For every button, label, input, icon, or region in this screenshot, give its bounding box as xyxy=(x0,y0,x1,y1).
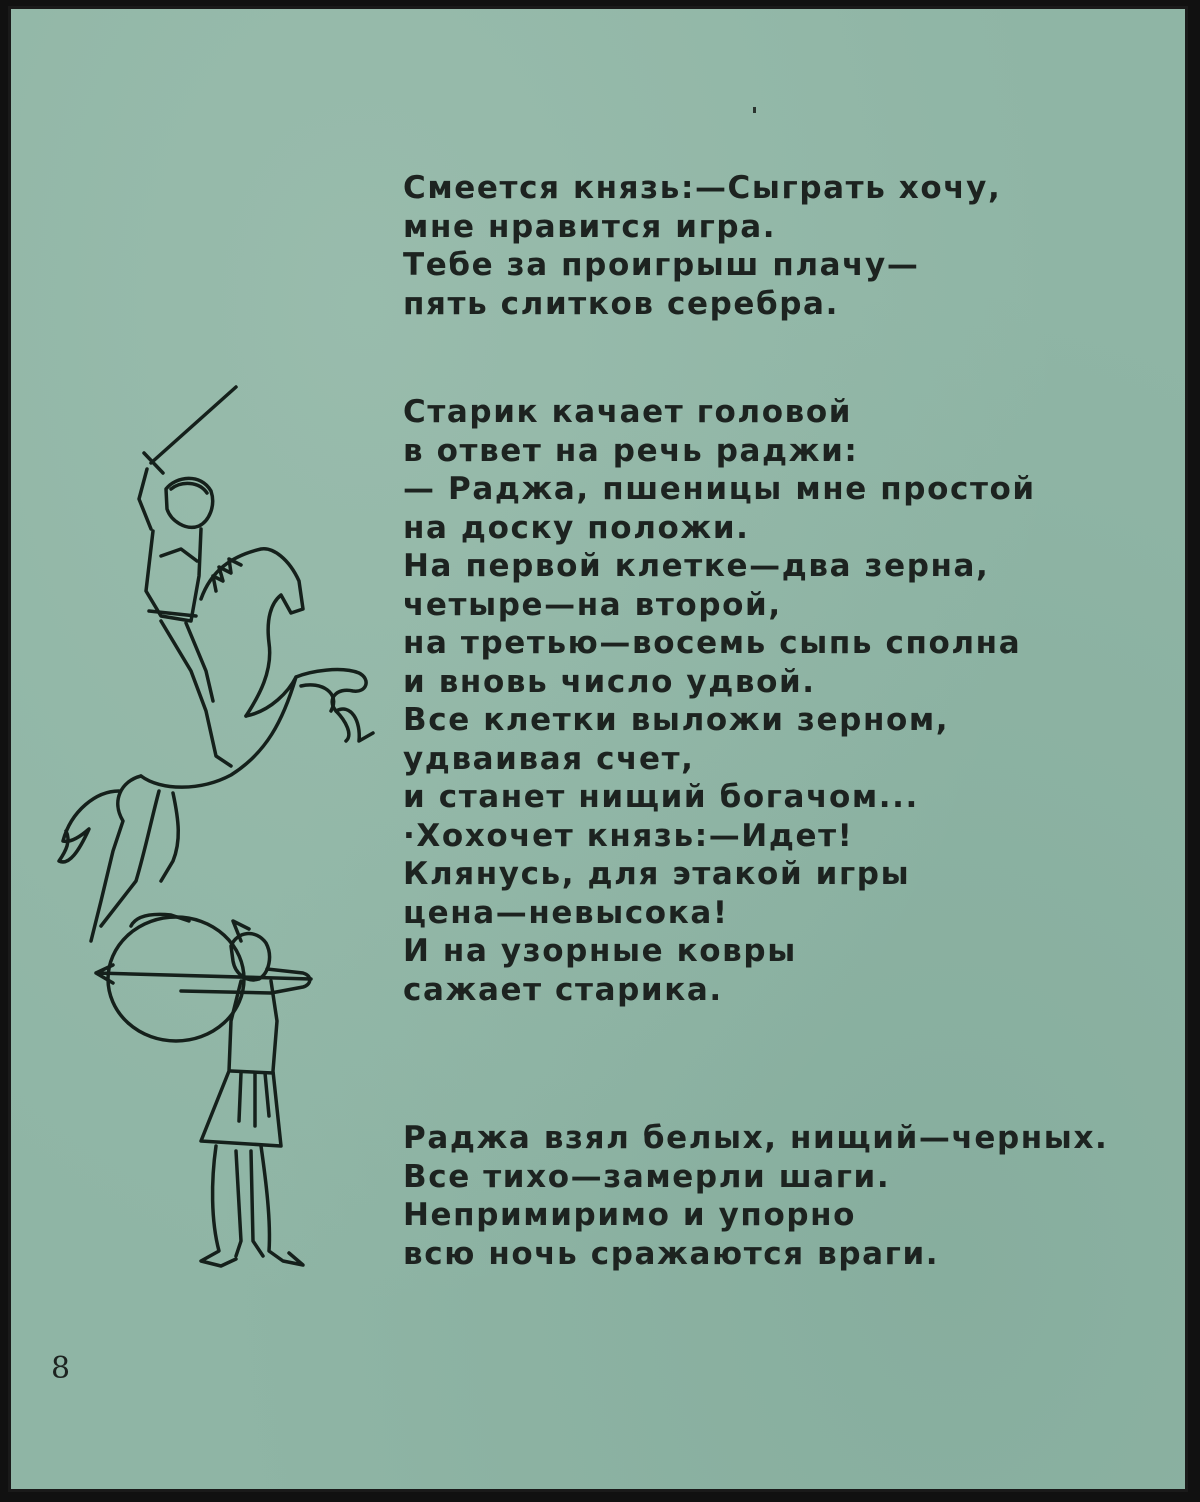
stanza-line: Раджа взял белых, нищий—черных. xyxy=(403,1120,1109,1156)
stanza-line: Клянусь, для этакой игры xyxy=(403,856,911,892)
stanza-line: мне нравится игра. xyxy=(403,208,777,245)
stanza-3 xyxy=(403,1119,1108,1273)
stanza-line: цена—невысока! xyxy=(403,894,729,931)
stanza-line: всю ночь сражаются враги. xyxy=(403,1235,940,1272)
stanza-line: сажает старика. xyxy=(403,971,723,1008)
print-speck xyxy=(753,107,756,113)
horse-rider-with-sword-icon xyxy=(59,387,373,941)
illustration xyxy=(41,381,381,1301)
stanza-line: — Раджа, пшеницы мне простой xyxy=(403,471,1036,507)
stanza-line: и станет нищий богачом... xyxy=(403,779,919,815)
archer-with-bow-icon xyxy=(96,914,311,1266)
book-page xyxy=(8,6,1188,1492)
stanza-line: в ответ на речь раджи: xyxy=(403,432,859,469)
stanza-line: удваивая счет, xyxy=(403,740,695,777)
stanza-line: И на узорные ковры xyxy=(403,933,797,969)
stanza-line: Непримиримо и упорно xyxy=(403,1197,857,1233)
stanza-line: ·Хохочет князь:—Идет! xyxy=(403,817,854,854)
stanza-line: пять слитков серебра. xyxy=(403,285,839,322)
stanza-2 xyxy=(403,393,1036,1009)
stanza-line: на доску положи. xyxy=(403,509,750,546)
sword-icon xyxy=(144,387,236,473)
stanza-line: четыре—на второй, xyxy=(403,586,782,623)
stanza-line: на третью—восемь сыпь сполна xyxy=(403,625,1022,661)
page-number: 8 xyxy=(51,1351,71,1386)
stanza-line: Смеется князь:—Сыграть хочу, xyxy=(403,170,1002,206)
stanza-line: Все клетки выложи зерном, xyxy=(403,702,950,738)
stanza-line: На первой клетке—два зерна, xyxy=(403,548,990,584)
stanza-line: и вновь число удвой. xyxy=(403,663,816,700)
arrow-icon xyxy=(96,965,311,983)
stanza-line: Старик качает головой xyxy=(403,394,853,430)
stanza-line: Все тихо—замерли шаги. xyxy=(403,1158,891,1195)
stanza-1 xyxy=(403,169,1001,323)
stanza-line: Тебе за проигрыш плачу— xyxy=(403,247,920,283)
bow-icon xyxy=(108,917,244,1041)
